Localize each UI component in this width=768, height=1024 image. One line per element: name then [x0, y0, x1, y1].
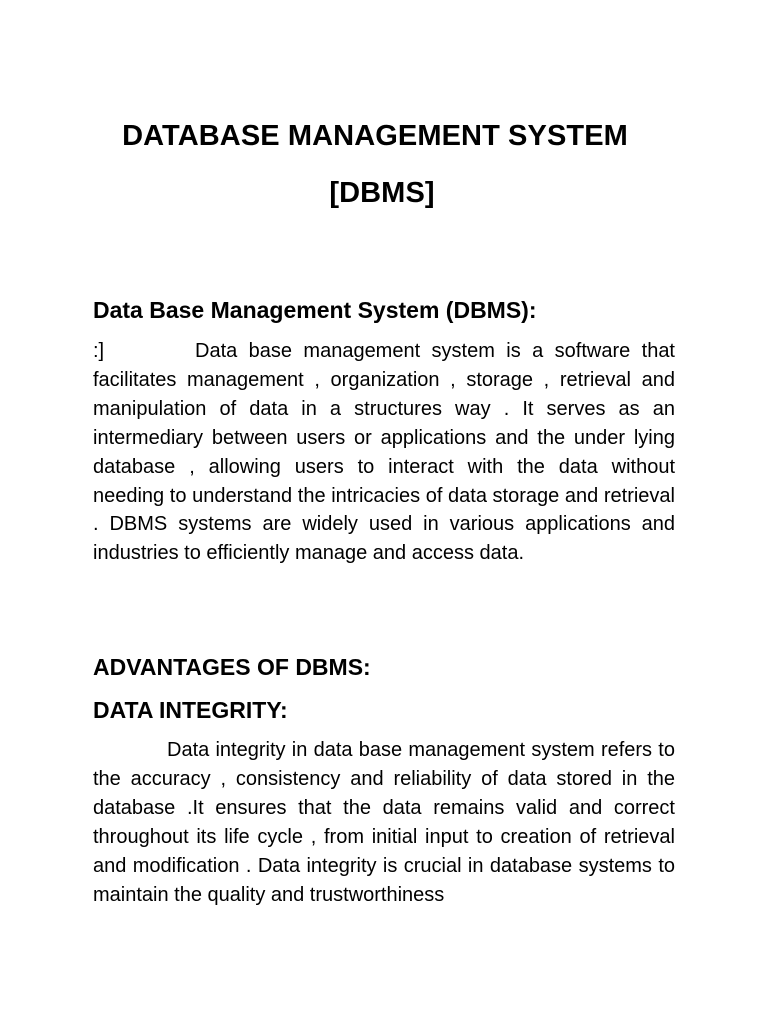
data-integrity-paragraph [93, 736, 675, 909]
document-title: DATABASE MANAGEMENT SYSTEM [122, 120, 628, 152]
dbms-definition-text: Data base management system is a software that facilitates management , organization , storage , retrieval and manipulation of data in a structures way . It serves as an intermediary between users or applications and the under lying database , allowing users to interact with the data without needing to understand the intricacies of data storage and retrieval . DBMS systems are widely used in various applications and industries to efficiently manage and access data. [93, 340, 675, 565]
section-heading-advantages: ADVANTAGES OF DBMS: [93, 654, 371, 680]
data-integrity-text: Data integrity in data base management system refers to the accuracy , consistency and reliability of data stored in the database .It ensures that the data remains valid and correct throughout its life cycle , from initial input to creation of retrieval and modification . Data integrity is crucial in database systems to maintain the quality and trustworthiness [93, 739, 675, 906]
subheading-data-integrity: DATA INTEGRITY: [93, 697, 288, 723]
list-marker: :] [93, 340, 105, 362]
dbms-definition-paragraph [93, 337, 675, 568]
section-heading-dbms: Data Base Management System (DBMS): [93, 297, 537, 323]
document-subtitle: [DBMS] [329, 177, 435, 209]
